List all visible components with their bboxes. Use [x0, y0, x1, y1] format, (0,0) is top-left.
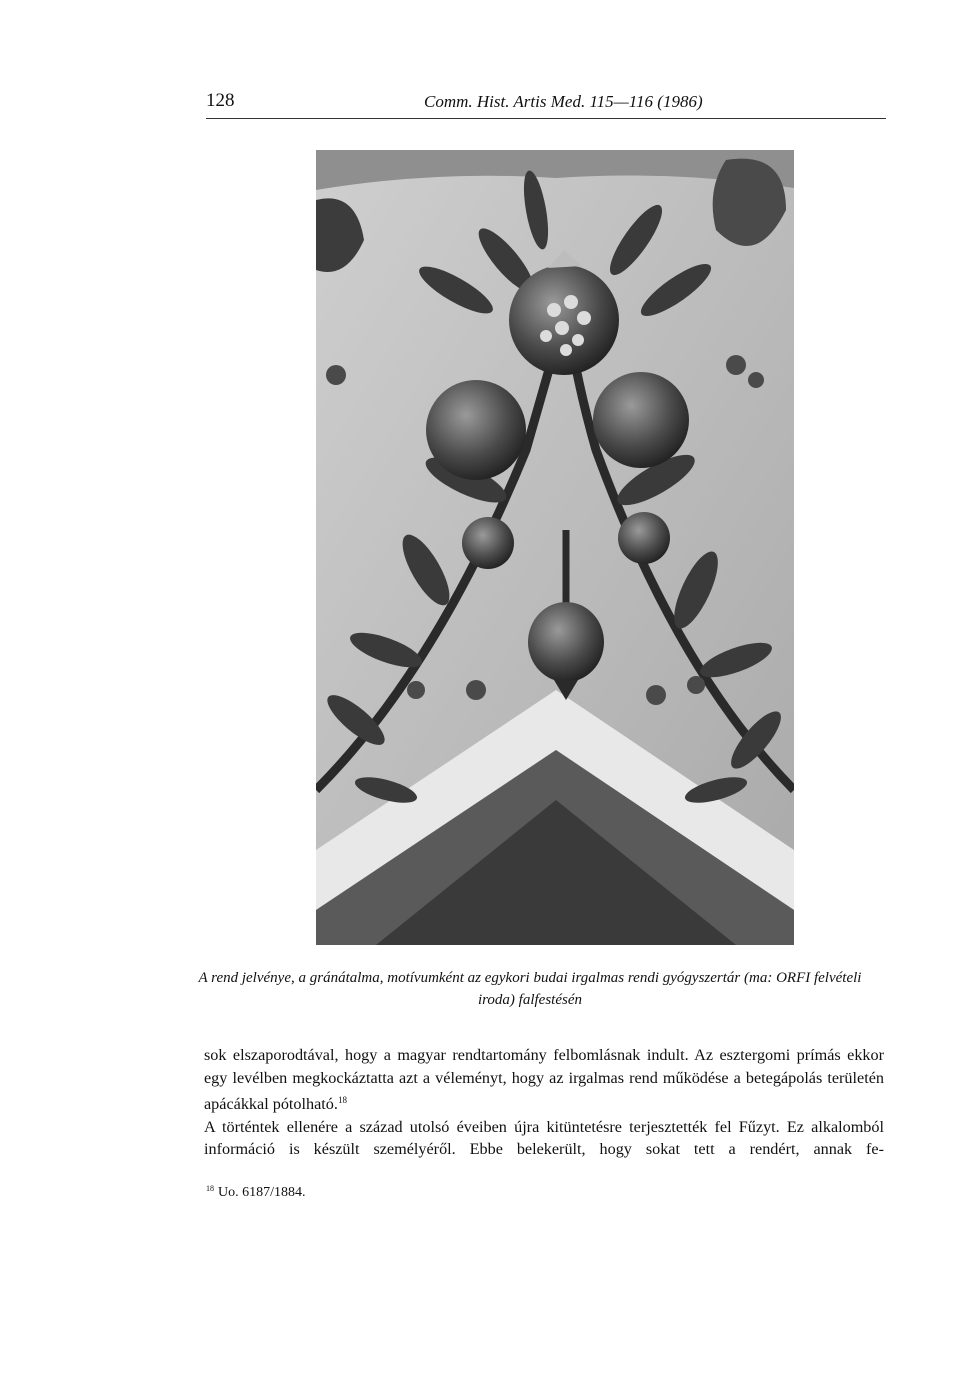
page-header: [206, 90, 886, 119]
mural-illustration: [316, 150, 794, 945]
paragraph-2: A történtek ellenére a század utolsó éveiben újra kitüntetésre terjesztették fel Fűzyt. Ez alkalomból információ is készült személyéről. Ebbe belekerült, hogy sokat tett a rendért, annak fe-: [204, 1117, 884, 1159]
paragraph-1-text: sok elszaporodtával, hogy a magyar rendtartomány felbomlásnak indult. Az esztergomi prímás ekkor egy levélben megkockáztatta azt a véleményt, hogy az irgalmas rend működése a betegápolás területén apácákkal pótolható.: [204, 1046, 884, 1114]
journal-citation: Comm. Hist. Artis Med. 115—116 (1986): [424, 92, 703, 111]
footnote: [206, 1184, 306, 1201]
paragraph-1: [204, 1044, 884, 1116]
body-text: [204, 1044, 884, 1161]
footnote-text: Uo. 6187/1884.: [218, 1185, 306, 1200]
figure-caption: A rend jelvénye, a gránátalma, motívumként az egykori budai irgalmas rendi gyógyszertár (ma: ORFI felvételi iroda) falfestésén: [198, 970, 862, 1008]
pomegranate-mural-photo: [316, 150, 794, 945]
footnote-reference: 18: [337, 1095, 347, 1106]
page-number: 128: [206, 90, 235, 111]
footnote-number: 18: [206, 1184, 214, 1193]
